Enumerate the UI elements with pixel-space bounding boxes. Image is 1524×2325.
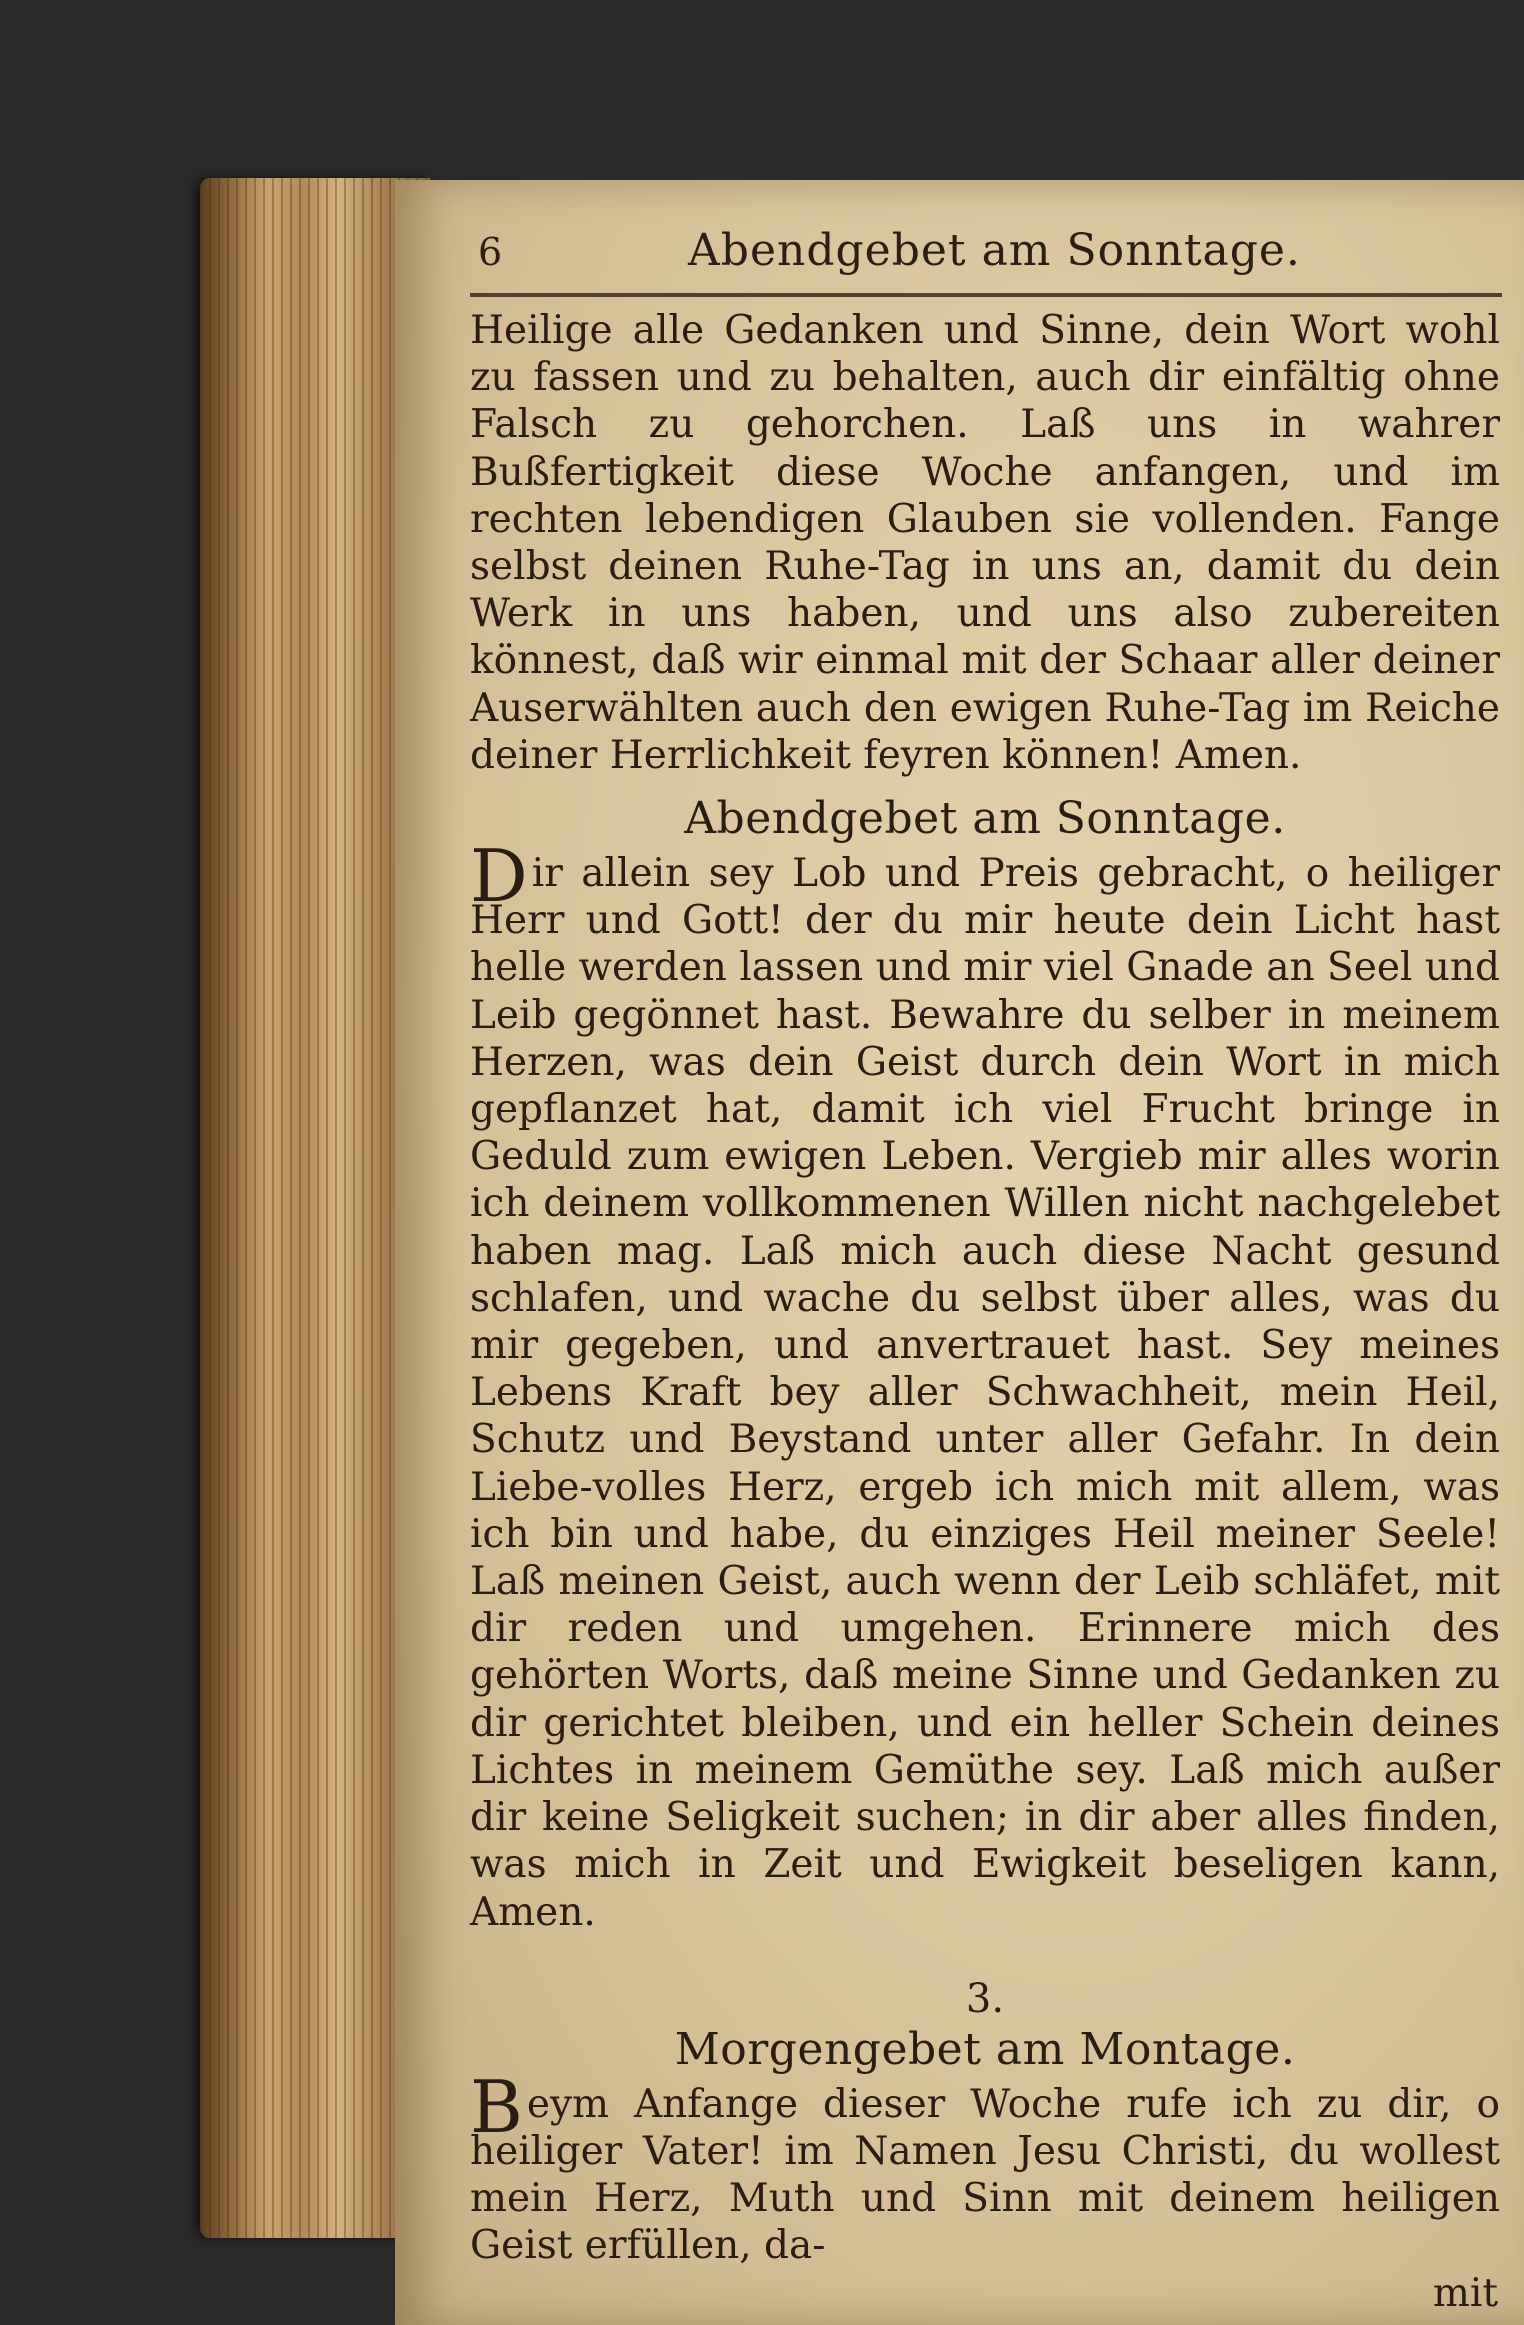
dropcap-d: D xyxy=(470,834,528,919)
page-content xyxy=(460,225,1510,2317)
evening-prayer-text: ir allein sey Lob und Preis gebracht, o heiliger Herr und Gott! der du mir heute dein Licht hast helle werden lassen und mir viel Gnade an Seel und Leib gegönnet hast. Bewahre du selber in meinem Herzen, was dein Geist durch dein Wort in mich gepflanzet hat, damit ich viel Frucht bringe in Geduld zum ewigen Leben. Vergieb mir alles worin ich deinem vollkommenen Willen nicht nachgelebet haben mag. Laß mich auch diese Nacht gesund schlafen, und wache du selbst über alles, was du mir gegeben, und anvertrauet hast. Sey meines Lebens Kraft bey aller Schwachheit, mein Heil, Schutz und Beystand unter aller Gefahr. In dein Liebe-volles Herz, ergeb ich mich mit allem, was ich bin und habe, du einziges Heil meiner Seele! Laß meinen Geist, auch wenn der Leib schläfet, mit dir reden und umgehen. Erinnere mich des gehörten Worts, daß meine Sinne und Gedanken zu dir gerichtet bleiben, und ein heller Schein deines Lichtes in meinem Gemüthe sey. Laß mich außer dir keine Seligkeit suchen; in dir aber alles finden, was mich in Zeit und Ewigkeit beseligen kann, Amen. xyxy=(470,851,1500,1935)
morning-prayer-text: eym Anfange dieser Woche rufe ich zu dir, o heiliger Vater! im Namen Jesu Christi, du wollest mein Herz, Muth und Sinn mit deinem heiligen Geist erfüllen, da- xyxy=(470,2081,1500,2269)
dropcap-b: B xyxy=(470,2064,523,2149)
head-rule xyxy=(470,293,1502,297)
morning-prayer-heading: Morgengebet am Montage. xyxy=(674,2023,1296,2075)
running-head-title: Abendgebet am Sonntage. xyxy=(688,225,1301,276)
running-head xyxy=(460,225,1510,285)
morning-prayer-paragraph xyxy=(470,2064,1500,2270)
book-page xyxy=(395,180,1524,2325)
section-number: 3. xyxy=(965,1975,1005,2022)
evening-prayer-heading: Abendgebet am Sonntage. xyxy=(684,793,1286,845)
page-number: 6 xyxy=(478,230,503,274)
catchword: mit xyxy=(1432,2270,1498,2316)
evening-prayer-paragraph xyxy=(470,834,1500,1936)
prayer-end-paragraph: Heilige alle Gedanken und Sinne, dein Wort wohl zu fassen und zu behalten, auch dir einfältig ohne Falsch zu gehorchen. Laß uns in wahrer Bußfertigkeit diese Woche anfangen, und im rechten lebendigen Glauben sie vollenden. Fange selbst deinen Ruhe-Tag in uns an, damit du dein Werk in uns haben, und uns also zubereiten könnest, daß wir einmal mit der Schaar aller deiner Auserwählten auch den ewigen Ruhe-Tag im Reiche deiner Herrlichkeit feyren können! Amen. xyxy=(470,308,1500,778)
